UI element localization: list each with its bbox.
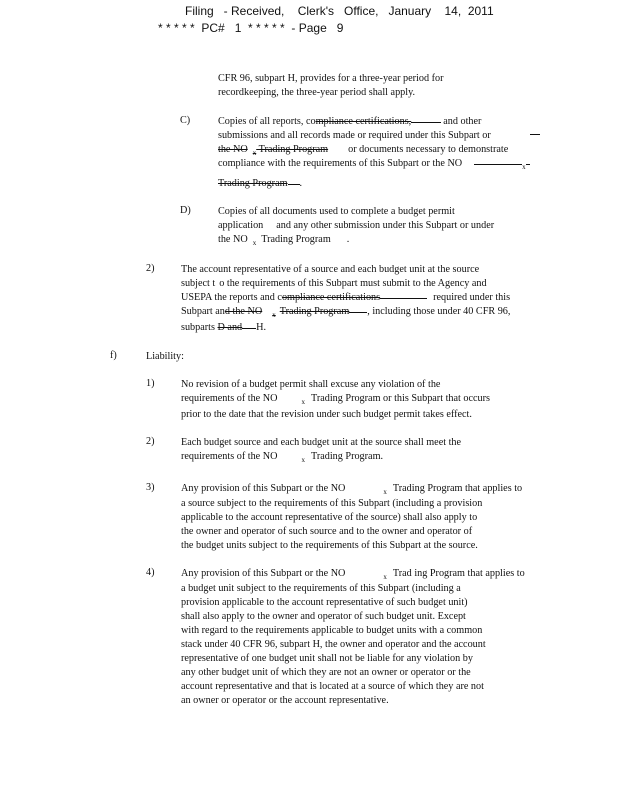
liability-3-line5: the budget units subject to the requirements of this Subpart at the source. — [181, 540, 478, 551]
liability-4-line6: stack under 40 CFR 96, subpart H, the owner and operator and the account — [181, 639, 486, 650]
item-c-text: or documents necessary to demonstrate — [348, 144, 509, 155]
liability-2-text: Trading Program. — [310, 451, 384, 462]
liability-item-label-1: 1) — [146, 378, 155, 389]
liability-item-label-3: 3) — [146, 482, 155, 493]
item-d-text: Trading Program — [261, 234, 331, 245]
item-2-line1: The account representative of a source and each budget unit at the source — [181, 264, 480, 275]
liability-1-text: requirements of the NO — [181, 393, 278, 404]
item-2-text: USEPA the reports and c — [181, 292, 282, 303]
section-title-liability: Liability: — [146, 351, 184, 362]
strikethrough-text: ompliance certifications — [281, 292, 381, 303]
item-label-2: 2) — [146, 263, 155, 274]
strikethrough-text: Trading Program — [279, 306, 350, 317]
liability-item-label-2: 2) — [146, 436, 155, 447]
strikethrough-text: mpliance certifications, — [315, 116, 412, 127]
strikethrough-text: Trading Program — [218, 178, 288, 189]
liability-2-text: requirements of the NO — [181, 451, 278, 462]
subscript-x: x — [301, 398, 305, 406]
strikethrough-text: d the NO — [224, 306, 263, 317]
item-c-line4 — [218, 157, 530, 171]
paragraph-continuation-line2: recordkeeping, the three-year period shall apply. — [218, 87, 416, 98]
strikethrough-text: Trading Program — [256, 144, 329, 155]
strikethrough-text: the NO — [218, 144, 248, 155]
item-d-text: . — [346, 234, 350, 245]
liability-4-line8: any other budget unit of which they are not an owner or operator or the — [181, 667, 471, 678]
liability-4-line1 — [181, 567, 525, 581]
liability-4-line9: account representative and that is located at a source of which they are not — [181, 681, 484, 692]
liability-1-text: Trading Program or this Subpart that occurs — [310, 393, 490, 404]
item-c-text: Copies of all reports, co — [218, 116, 316, 127]
liability-4-line4: shall also apply to the owner and operator of such budget unit. Except — [181, 611, 466, 622]
item-c-text: . — [299, 178, 303, 189]
liability-1-line3: prior to the date that the revision under such budget permit takes effect. — [181, 409, 472, 420]
item-c-text: compliance with the requirements of this Subpart or the NO — [218, 158, 463, 169]
liability-1-line2 — [181, 392, 490, 406]
item-d-line1: Copies of all documents used to complete a budget permit — [218, 206, 455, 217]
paragraph-continuation-line1: CFR 96, subpart H, provides for a three-year period for — [218, 73, 444, 84]
liability-1-line1: No revision of a budget permit shall excuse any violation of the — [181, 379, 441, 390]
liability-4-line10: an owner or operator or the account representative. — [181, 695, 389, 706]
liability-4-line5: with regard to the requirements applicable to budget units with a common — [181, 625, 483, 636]
liability-2-line2 — [181, 450, 383, 464]
item-c-line5 — [218, 177, 302, 190]
liability-4-line3: provision applicable to the account representative of such budget unit) — [181, 597, 468, 608]
liability-4-text: Trad ing Program that applies to — [392, 568, 525, 579]
item-2-line5 — [181, 321, 266, 334]
subscript-x: x — [252, 149, 257, 157]
liability-3-line3: applicable to the account representative of the source) shall also apply to — [181, 512, 478, 523]
subscript-x: x — [383, 573, 387, 581]
item-2-line3 — [181, 291, 510, 304]
item-2-line2 — [181, 277, 487, 290]
item-d-text: application — [218, 220, 264, 231]
liability-3-line2: a source subject to the requirements of this Subpart (including a provision — [181, 498, 483, 509]
item-2-text: required under this — [433, 292, 511, 303]
subscript-x: x — [252, 239, 257, 247]
item-2-text: , including those under 40 CFR 96, — [367, 306, 511, 317]
liability-3-text: Any provision of this Subpart or the NO — [181, 483, 346, 494]
liability-3-line4: the owner and operator of such source and to the owner and operator of — [181, 526, 473, 537]
subscript-x: x — [301, 456, 305, 464]
section-label-f: f) — [110, 350, 117, 361]
item-d-text: and any other submission under this Subpart or under — [276, 220, 495, 231]
item-label-c: C) — [180, 115, 191, 126]
item-c-text: and other — [443, 116, 482, 127]
item-2-line4 — [181, 305, 510, 319]
margin-change-mark — [530, 134, 540, 135]
item-2-text: subparts — [181, 322, 218, 333]
liability-4-line7: representative of one budget unit shall not be liable for any violation by — [181, 653, 473, 664]
liability-2-line1: Each budget source and each budget unit at the source shall meet the — [181, 437, 462, 448]
item-d-text: the NO — [218, 234, 248, 245]
item-2-text: subject t — [181, 278, 216, 289]
subscript-x: x — [522, 163, 526, 171]
item-2-text: Subpart an — [181, 306, 225, 317]
item-c-line2: submissions and all records made or required under this Subpart or — [218, 130, 491, 141]
subscript-x: x — [383, 488, 387, 496]
item-2-text: H. — [256, 322, 267, 333]
subscript-x: x — [272, 311, 276, 319]
liability-4-line2: a budget unit subject to the requirements of this Subpart (including a — [181, 583, 461, 594]
filing-header-line1: Filing - Received, Clerk's Office, January 14, 2011 — [185, 4, 494, 18]
item-c-line1 — [218, 115, 481, 128]
liability-item-label-4: 4) — [146, 567, 155, 578]
item-d-line2 — [218, 219, 494, 232]
liability-4-text: Any provision of this Subpart or the NO — [181, 568, 346, 579]
liability-3-text: Trading Program that applies to — [392, 483, 523, 494]
item-label-d: D) — [180, 205, 191, 216]
item-c-line3 — [218, 143, 508, 157]
strikethrough-text: D and — [217, 322, 243, 333]
filing-header-line2: * * * * * PC# 1 * * * * * - Page 9 — [158, 21, 344, 35]
liability-3-line1 — [181, 482, 522, 496]
item-d-line3 — [218, 233, 349, 247]
item-2-text: o the requirements of this Subpart must submit to the Agency and — [219, 278, 487, 289]
